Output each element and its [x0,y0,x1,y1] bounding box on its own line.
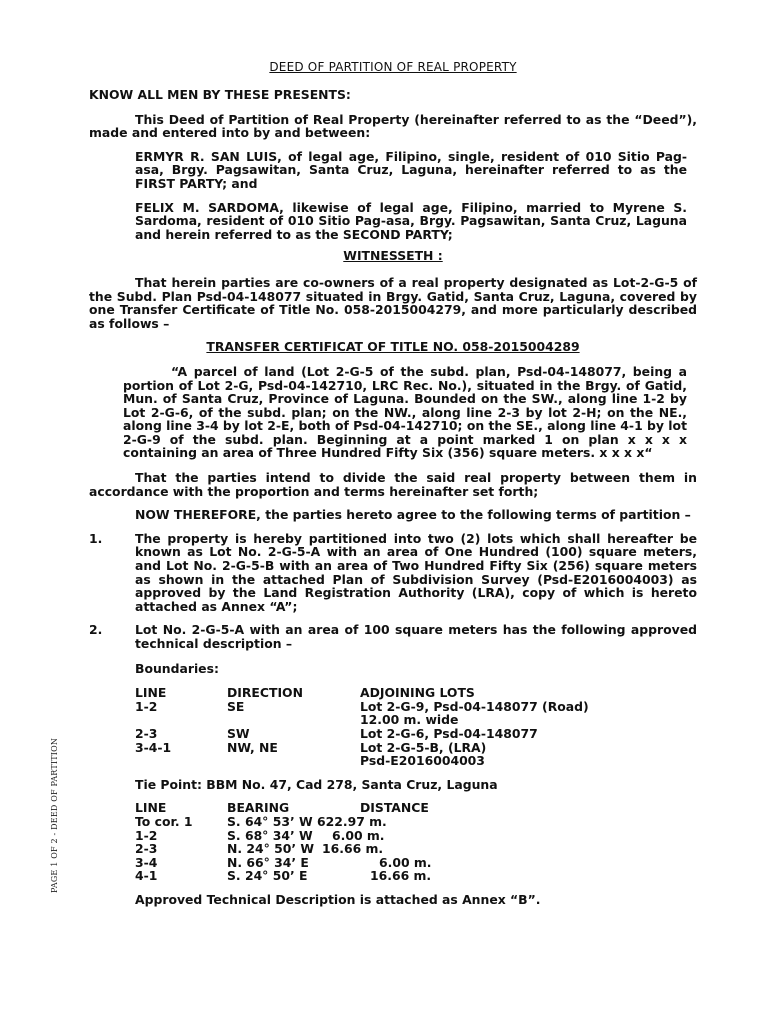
bearing-value: S. 24° 50’ E [227,868,308,884]
bearing-line: 3-4 [135,854,158,870]
table-row [135,856,697,870]
bearing-line: 2-3 [135,841,158,857]
boundary-direction [227,713,360,727]
boundary-adjoining: Lot 2-G-9, Psd-04-148077 (Road) [360,698,589,714]
page-footer-vertical: PAGE 1 OF 2 - DEED OF PARTITION [50,737,59,893]
list-item-1-number: 1. [89,530,103,546]
document-title: DEED OF PARTITION OF REAL PROPERTY [269,60,517,74]
table-row [135,727,697,741]
paragraph-now-therefore: NOW THEREFORE, the parties hereto agree to the following terms of partition – [135,507,691,523]
table-row [135,713,697,727]
tct-heading: TRANSFER CERTIFICAT OF TITLE NO. 058-2015004289 [206,339,580,355]
boundary-direction: SW [227,725,250,741]
boundary-direction [227,754,360,768]
boundary-line [135,754,227,768]
table-row [135,700,697,714]
table-row [135,741,697,755]
property-description-quote: “A parcel of land (Lot 2-G-5 of the subd. plan, Psd-04-148077, being a portion of Lot 2-G, Psd-04-142710, LRC Rec. No.), situated in the Brgy. of Gatid, Mun. of Santa Cruz, Province of Laguna. Bounded on the SW., along line 1-2 by Lot 2-G-6, of the subd. plan; on the NW., along line 2-3 by lot 2-H; on the NE., along line 3-4 by lot 2-E, both of Psd-04-142710; on the SE., along line 4-1 by lot 2-G-9 of the subd. plan. Beginning at a point marked 1 on plan x x x x containing an area of Three Hundred Fifty Six (356) square meters. x x x x“ [123,363,687,461]
bearing-line: To cor. 1 [135,813,193,829]
second-party-paragraph: FELIX M. SARDOMA, likewise of legal age, Filipino, married to Myrene S. Sardoma, resident of 010 Sitio Pag-asa, Brgy. Pagsawitan, Santa Cruz, Laguna and herein referred to as the SECOND PARTY; [135,199,687,242]
bearing-distance: 6.00 m. [332,827,385,843]
bearing-line: 4-1 [135,868,158,884]
table-row [135,869,697,883]
table-row [135,842,697,856]
list-item-1-text: The property is hereby partitioned into two (2) lots which shall hereafter be known as Lot No. 2-G-5-A with an area of One Hundred (100) square meters, and Lot No. 2-G-5-B with an area of Two Hundred Fifty Six (256) square meters as shown in the attached Plan of Subdivision Survey (Psd-E2016004003) as approved by the Land Registration Authority (LRA), copy of which is hereto attached as Annex “A”; [135,530,697,614]
boundaries-header-adjoining: ADJOINING LOTS [360,685,475,701]
bearing-line: 1-2 [135,827,158,843]
boundaries-header-line: LINE [135,685,167,701]
bearing-distance: 16.66 m. [322,841,384,857]
bearing-header-line: LINE [135,800,167,816]
table-row [135,815,697,829]
boundary-direction: NW, NE [227,739,278,755]
first-party-paragraph: ERMYR R. SAN LUIS, of legal age, Filipino, single, resident of 010 Sitio Pag-asa, Brgy. Pagsawitan, Santa Cruz, Laguna, hereinafter referred to as the FIRST PARTY; and [135,148,687,191]
bearing-header-bearing: BEARING [227,800,290,816]
document-page [89,60,697,907]
list-item-1 [89,532,697,614]
bearing-value: S. 68° 34’ W [227,827,313,843]
boundary-line: 1-2 [135,698,158,714]
bearing-header-distance: DISTANCE [360,800,429,816]
boundary-line: 3-4-1 [135,739,172,755]
boundaries-header-row [135,686,697,700]
list-item-2-text: Lot No. 2-G-5-A with an area of 100 square meters has the following approved technical description – [135,622,697,651]
bearing-distance: 622.97 m. [317,813,387,829]
list-item-2 [89,623,697,906]
bearing-header-row [135,801,697,815]
bearing-value: S. 64° 53’ W [227,813,313,829]
paragraph-co-owners: That herein parties are co-owners of a real property designated as Lot-2-G-5 of the Subd. Plan Psd-04-148077 situated in Brgy. Gatid, Santa Cruz, Laguna, covered by one Transfer Certificate of Title No. 058-2015004279, and more particularly described as follows – [89,274,697,331]
boundary-adjoining: 12.00 m. wide [360,712,459,728]
boundaries-label: Boundaries: [135,660,219,676]
boundary-line: 2-3 [135,725,158,741]
boundary-direction: SE [227,698,245,714]
paragraph-intent: That the parties intend to divide the said real property between them in accordance with the proportion and terms hereinafter set forth; [89,470,697,499]
tie-point: Tie Point: BBM No. 47, Cad 278, Santa Cruz, Laguna [135,776,498,792]
boundaries-header-direction: DIRECTION [227,685,303,701]
boundary-line [135,713,227,727]
paragraph-deed-intro: This Deed of Partition of Real Property (hereinafter referred to as the “Deed”), made and entered into by and between: [89,111,697,141]
witnesseth-heading: WITNESSETH : [343,248,443,264]
bearing-distance: 6.00 m. [379,854,432,870]
bearing-value: N. 24° 50’ W [227,841,315,857]
intro-heading: KNOW ALL MEN BY THESE PRESENTS: [89,87,351,102]
boundary-adjoining: Lot 2-G-6, Psd-04-148077 [360,725,538,741]
annex-b-note: Approved Technical Description is attached as Annex “B”. [135,891,541,907]
table-row [135,754,697,768]
bearing-value: N. 66° 34’ E [227,854,309,870]
list-item-2-number: 2. [89,622,103,638]
boundary-adjoining: Lot 2-G-5-B, (LRA) [360,739,487,755]
boundary-adjoining: Psd-E2016004003 [360,753,485,769]
table-row [135,829,697,843]
bearing-distance: 16.66 m. [370,868,432,884]
